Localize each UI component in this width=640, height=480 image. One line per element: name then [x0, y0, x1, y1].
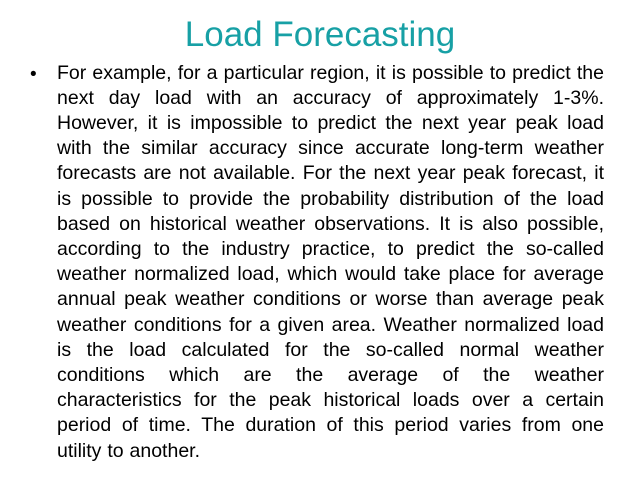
bullet-marker: • [30, 63, 37, 85]
bullet-item [0, 55, 640, 464]
bullet-text: For example, for a particular region, it is possible to predict the next day load with an accuracy of approximately 1-3%. However, it is impossible to predict the next year peak load with the similar accuracy since accurate long-term weather forecasts are not available. For the next year peak forecast, it is possible to provide the probability distribution of the load based on historical weather observations. It is also possible, according to the industry practice, to predict the so-called weather normalized load, which would take place for average annual peak weather conditions or worse than average peak weather conditions for a given area. Weather normalized load is the load calculated for the so-called normal weather conditions which are the average of the weather characteristics for the peak historical loads over a certain period of time. The duration of this period varies from one utility to another. [57, 61, 604, 462]
slide-title: Load Forecasting [184, 15, 456, 54]
